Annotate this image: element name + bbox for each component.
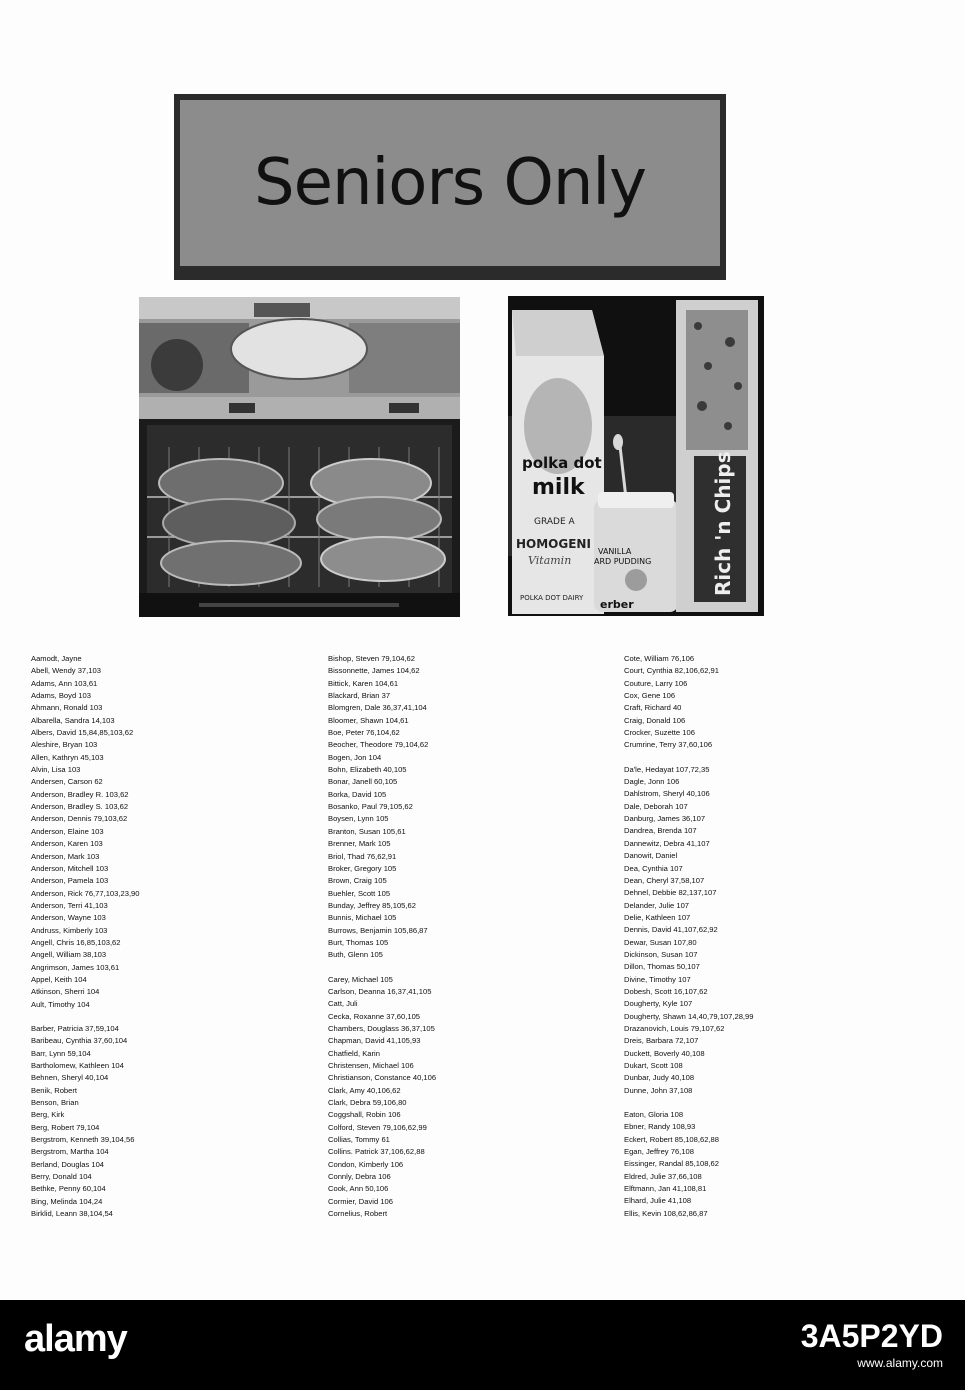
index-entry: Buth, Glenn 105 (328, 950, 383, 960)
watermark-footer (0, 1300, 965, 1390)
index-entry: Connly, Debra 106 (328, 1172, 391, 1182)
index-entry: Bunday, Jeffrey 85,105,62 (328, 900, 416, 910)
index-entry: Eaton, Gloria 108 (624, 1110, 684, 1120)
index-entry: Dannewitz, Debra 41,107 (624, 838, 710, 848)
index-entry: Collins. Patrick 37,106,62,88 (328, 1147, 425, 1157)
index-entry: Anderson, Dennis 79,103,62 (31, 814, 128, 824)
index-entry: Catt, Juli (328, 999, 358, 1009)
index-entry: Dale, Deborah 107 (624, 801, 688, 811)
index-entry: Beocher, Theodore 79,104,62 (328, 740, 429, 750)
index-entry: Collias, Tommy 61 (328, 1135, 390, 1145)
index-entry: Bonar, Janell 60,105 (328, 777, 398, 787)
index-entry: Angell, Chris 16,85,103,62 (31, 937, 121, 947)
index-entry: Elftmann, Jan 41,108,81 (624, 1184, 707, 1194)
index-entry: Couture, Larry 106 (624, 678, 688, 688)
index-entry: Brenner, Mark 105 (328, 839, 391, 849)
index-entry: Dickinson, Susan 107 (624, 949, 698, 959)
index-entry: Dougherty, Shawn 14,40,79,107,28,99 (624, 1011, 754, 1021)
index-entry: Elhard, Julie 41,108 (624, 1196, 692, 1206)
index-entry: Bing, Melinda 104,24 (31, 1196, 103, 1206)
carton-grade-text: GRADE A (534, 517, 575, 527)
index-entry: Bissonnette, James 104,62 (328, 666, 420, 676)
cookie-brand-text: Rich 'n Chips (711, 451, 735, 596)
index-entry: Cox, Gene 106 (624, 691, 676, 701)
index-entry: Behnen, Sheryl 40,104 (31, 1073, 109, 1083)
index-entry: Dea, Cynthia 107 (624, 863, 683, 873)
index-entry: Coggshall, Robin 106 (328, 1110, 401, 1120)
index-entry: Anderson, Rick 76,77,103,23,90 (31, 888, 140, 898)
index-entry: Birklid, Leann 38,104,54 (31, 1209, 113, 1219)
index-gap (624, 1097, 753, 1109)
jar-brand-text: erber (600, 598, 634, 611)
carton-dairy-text: POLKA DOT DAIRY (520, 594, 584, 602)
alamy-logo: alamy (24, 1318, 127, 1360)
index-entry: Boe, Peter 76,104,62 (328, 728, 400, 738)
carton-homog-text: HOMOGENI (516, 537, 591, 551)
index-entry: Dougherty, Kyle 107 (624, 999, 693, 1009)
index-entry: Anderson, Karen 103 (31, 839, 103, 849)
index-entry: Burrows, Benjamin 105,86,87 (328, 925, 428, 935)
index-entry: Bergstrom, Martha 104 (31, 1147, 109, 1157)
index-entry: Court, Cynthia 82,106,62,91 (624, 666, 719, 676)
index-entry: Carlson, Deanna 16,37,41,105 (328, 986, 432, 996)
index-entry: Chatfield, Karin (328, 1048, 380, 1058)
index-entry: Divine, Timothy 107 (624, 974, 691, 984)
seniors-only-banner (174, 94, 726, 280)
index-entry: Christensen, Michael 106 (328, 1061, 414, 1070)
index-entry: Chambers, Douglass 36,37,105 (328, 1023, 435, 1033)
index-column-3 (624, 653, 753, 1220)
banner-paper (180, 100, 720, 266)
index-entry: Eldred, Julie 37,66,108 (624, 1171, 702, 1181)
index-entry: Aamodt, Jayne (31, 654, 82, 663)
index-entry: Burt, Thomas 105 (328, 937, 389, 947)
index-entry: Craig, Donald 106 (624, 715, 686, 725)
index-entry: Borka, David 105 (328, 789, 387, 799)
index-entry: Angell, William 38,103 (31, 950, 107, 960)
index-entry: Da'le, Hedayat 107,72,35 (624, 764, 710, 774)
index-gap (31, 1011, 140, 1023)
index-entry: Cormier, David 106 (328, 1196, 393, 1206)
index-entry: Appel, Keith 104 (31, 974, 87, 984)
index-entry: Dreis, Barbara 72,107 (624, 1036, 699, 1046)
index-entry: Anderson, Mark 103 (31, 851, 100, 861)
index-entry: Dandrea, Brenda 107 (624, 826, 697, 836)
index-entry: Andruss, Kimberly 103 (31, 925, 108, 935)
milk-pudding-cookies-photo (508, 296, 764, 616)
image-id: 3A5P2YD (800, 1318, 943, 1354)
index-entry: Berg, Kirk (31, 1110, 65, 1120)
index-entry: Barr, Lynn 59,104 (31, 1048, 91, 1058)
index-entry: Crumrine, Terry 37,60,106 (624, 740, 713, 750)
index-entry: Atkinson, Sherri 104 (31, 987, 100, 997)
index-entry: Ault, Timothy 104 (31, 999, 90, 1009)
index-entry: Dehnel, Debbie 82,137,107 (624, 888, 717, 898)
index-entry: Branton, Susan 105,61 (328, 826, 406, 836)
index-entry: Anderson, Pamela 103 (31, 876, 109, 886)
index-entry: Andersen, Carson 62 (31, 777, 103, 787)
index-entry: Bittick, Karen 104,61 (328, 678, 399, 688)
index-gap (328, 962, 436, 974)
index-entry: Benik, Robert (31, 1085, 78, 1095)
index-entry: Berry, Donald 104 (31, 1172, 92, 1182)
index-entry: Drazanovich, Louis 79,107,62 (624, 1023, 725, 1033)
index-entry: Dunbar, Judy 40,108 (624, 1073, 695, 1083)
carton-milk-text: milk (532, 475, 585, 500)
index-entry: Benson, Brian (31, 1098, 79, 1108)
index-entry: Adams, Boyd 103 (31, 691, 91, 701)
index-entry: Dahlstrom, Sheryl 40,106 (624, 789, 710, 799)
index-entry: Anderson, Terri 41,103 (31, 900, 108, 910)
index-entry: Dean, Cheryl 37,58,107 (624, 875, 705, 885)
oven-pizza-illustration (139, 297, 460, 617)
index-entry: Albarella, Sandra 14,103 (31, 715, 115, 725)
index-entry: Adams, Ann 103,61 (31, 678, 98, 688)
jar-line2-text: ARD PUDDING (594, 557, 652, 566)
index-entry: Delie, Kathleen 107 (624, 912, 691, 922)
index-entry: Clark, Amy 40,106,62 (328, 1085, 401, 1095)
index-entry: Dukart, Scott 108 (624, 1061, 683, 1070)
index-entry: Dunne, John 37,108 (624, 1085, 693, 1095)
index-entry: Carey, Michael 105 (328, 974, 393, 984)
index-entry: Eissinger, Randal 85,108,62 (624, 1159, 719, 1169)
index-entry: Condon, Kimberly 106 (328, 1159, 404, 1169)
index-entry: Cote, William 76,106 (624, 654, 695, 663)
index-entry: Bloomer, Shawn 104,61 (328, 715, 409, 725)
index-entry: Bethke, Penny 60,104 (31, 1184, 106, 1194)
index-entry: Angrimson, James 103,61 (31, 962, 120, 972)
index-entry: Bunnis, Michael 105 (328, 913, 397, 923)
index-entry: Baribeau, Cynthia 37,60,104 (31, 1036, 128, 1046)
carton-brand-text: polka dot (522, 454, 602, 472)
index-entry: Chapman, David 41,105,93 (328, 1036, 421, 1046)
index-entry: Boysen, Lynn 105 (328, 814, 389, 824)
index-entry: Abell, Wendy 37,103 (31, 666, 101, 676)
index-entry: Alvin, Lisa 103 (31, 765, 81, 775)
index-entry: Cook, Ann 50,106 (328, 1184, 389, 1194)
index-entry: Cecka, Roxanne 37,60,105 (328, 1011, 421, 1021)
index-entry: Broker, Gregory 105 (328, 863, 397, 873)
index-entry: Berland, Douglas 104 (31, 1159, 105, 1169)
index-entry: Dennis, David 41,107,62,92 (624, 925, 718, 935)
index-entry: Cornelius, Robert (328, 1209, 388, 1219)
index-entry: Dobesh, Scott 16,107,62 (624, 986, 708, 996)
index-entry: Ahmann, Ronald 103 (31, 703, 103, 713)
index-entry: Bosanko, Paul 79,105,62 (328, 802, 413, 812)
index-entry: Brown, Craig 105 (328, 876, 387, 886)
index-entry: Briol, Thad 76,62,91 (328, 851, 397, 861)
index-entry: Colford, Steven 79,106,62,99 (328, 1122, 427, 1132)
index-entry: Clark, Debra 59,106,80 (328, 1098, 407, 1108)
index-entry: Bogen, Jon 104 (328, 752, 382, 762)
index-entry: Dagle, Jonn 106 (624, 777, 680, 787)
index-entry: Anderson, Wayne 103 (31, 913, 106, 923)
banner-text: Seniors Only (253, 146, 647, 220)
index-entry: Blomgren, Dale 36,37,41,104 (328, 703, 427, 713)
index-entry: Anderson, Mitchell 103 (31, 863, 109, 873)
index-entry: Buehler, Scott 105 (328, 888, 391, 898)
index-entry: Anderson, Bradley R. 103,62 (31, 789, 129, 799)
footer-url: www.alamy.com (857, 1356, 943, 1370)
index-entry: Dewar, Susan 107,80 (624, 937, 697, 947)
index-entry: Bohn, Elizabeth 40,105 (328, 765, 407, 775)
index-entry: Blackard, Brian 37 (328, 691, 391, 701)
index-entry: Bartholomew, Kathleen 104 (31, 1061, 124, 1070)
carton-vitamin-text: Vitamin (528, 554, 572, 567)
index-entry: Delander, Julie 107 (624, 900, 690, 910)
index-entry: Bergstrom, Kenneth 39,104,56 (31, 1135, 135, 1145)
index-entry: Anderson, Bradley S. 103,62 (31, 802, 129, 812)
index-entry: Eckert, Robert 85,108,62,88 (624, 1134, 719, 1144)
index-entry: Aleshire, Bryan 103 (31, 740, 98, 750)
index-entry: Barber, Patricia 37,59,104 (31, 1023, 119, 1033)
index-entry: Duckett, Boverly 40,108 (624, 1048, 705, 1058)
index-entry: Allen, Kathryn 45,103 (31, 752, 104, 762)
jar-line1-text: VANILLA (598, 547, 632, 556)
index-entry: Craft, Richard 40 (624, 703, 682, 713)
index-entry: Albers, David 15,84,85,103,62 (31, 728, 134, 738)
index-entry: Danburg, James 36,107 (624, 814, 706, 824)
index-gap (624, 752, 753, 764)
oven-pizza-photo (139, 297, 460, 617)
index-entry: Dillon, Thomas 50,107 (624, 962, 700, 972)
index-column-2 (328, 653, 436, 1220)
index-column-1 (31, 653, 140, 1220)
index-entry: Christianson, Constance 40,106 (328, 1073, 437, 1083)
index-entry: Ebner, Randy 108,93 (624, 1122, 696, 1132)
index-entry: Crocker, Suzette 106 (624, 728, 695, 738)
snacks-illustration (508, 296, 764, 616)
index-entry: Danowit, Daniel (624, 851, 678, 861)
index-entry: Bishop, Steven 79,104,62 (328, 654, 415, 663)
index-entry: Anderson, Elaine 103 (31, 826, 104, 836)
index-entry: Ellis, Kevin 108,62,86,87 (624, 1208, 708, 1218)
index-entry: Berg, Robert 79,104 (31, 1122, 100, 1132)
index-entry: Egan, Jeffrey 76,108 (624, 1147, 694, 1157)
